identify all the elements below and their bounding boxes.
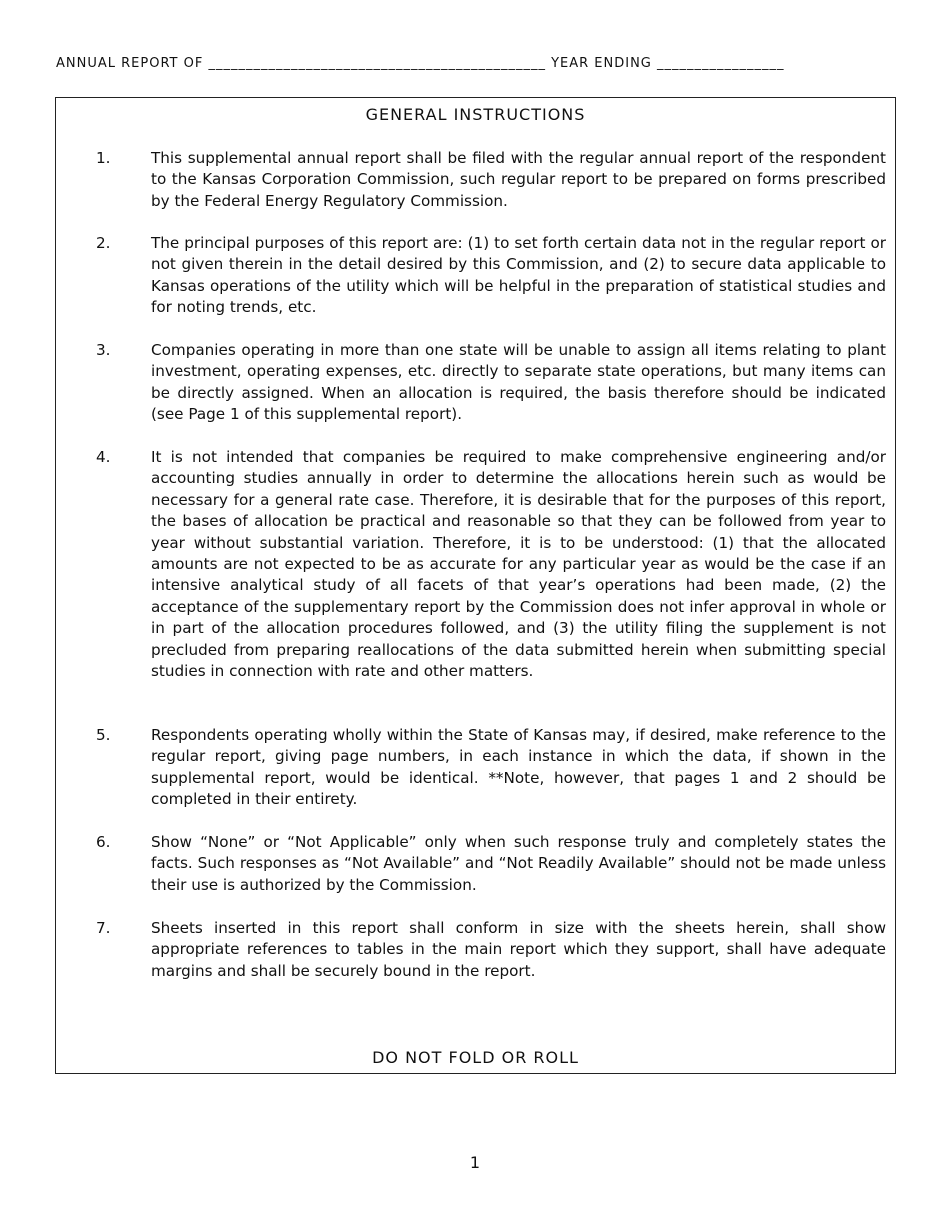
instruction-number: 5.	[96, 726, 111, 744]
instruction-text: This supplemental annual report shall be filed with the regular annual report of the respondent to the Kansas Corporation Commission, such regular report to be prepared on forms prescribed by the Federal Energy Regulatory Commission.	[151, 149, 886, 210]
instruction-number: 2.	[96, 234, 111, 252]
report-header-line: ANNUAL REPORT OF _____________________________________________ YEAR ENDING _________________	[56, 56, 785, 71]
instruction-text: Show “None” or “Not Applicable” only when such response truly and completely states the facts. Such responses as “Not Available” and “Not Readily Available” should not be made unless their use is authorized by the Commission.	[151, 833, 886, 894]
instruction-number: 1.	[96, 149, 111, 167]
instruction-text: Companies operating in more than one state will be unable to assign all items relating to plant investment, operating expenses, etc. directly to separate state operations, but many items can be directly assigned. When an allocation is required, the basis therefore should be indicated (see Page 1 of this supplemental report).	[151, 341, 886, 424]
instruction-number: 7.	[96, 919, 111, 937]
do-not-fold-notice: DO NOT FOLD OR ROLL	[372, 1048, 579, 1067]
instruction-number: 3.	[96, 341, 111, 359]
instruction-number: 4.	[96, 448, 111, 466]
instruction-text: The principal purposes of this report are: (1) to set forth certain data not in the regular report or not given therein in the detail desired by this Commission, and (2) to secure data applicable to Kansas operations of the utility which will be helpful in the preparation of statistical studies and for noting trends, etc.	[151, 234, 886, 317]
instruction-text: It is not intended that companies be required to make comprehensive engineering and/or accounting studies annually in order to determine the allocations herein such as would be necessary for a general rate case. Therefore, it is desirable that for the purposes of this report, the bases of allocation be practical and reasonable so that they can be followed from year to year without substantial variation. Therefore, it is to be understood: (1) that the allocated amounts are not expected to be as accurate for any particular year as would be the case if an intensive analytical study of all facets of that year’s operations had been made, (2) the acceptance of the supplementary report by the Commission does not infer approval in whole or in part of the allocation procedures followed, and (3) the utility filing the supplement is not precluded from preparing reallocations of the data submitted herein when submitting special studies in connection with rate and other matters.	[151, 448, 886, 681]
instruction-text: Sheets inserted in this report shall conform in size with the sheets herein, shall show appropriate references to tables in the main report which they support, shall have adequate margins and shall be securely bound in the report.	[151, 919, 886, 980]
instruction-text: Respondents operating wholly within the State of Kansas may, if desired, make reference to the regular report, giving page numbers, in each instance in which the data, if shown in the supplemental report, would be identical. **Note, however, that pages 1 and 2 should be completed in their entirety.	[151, 726, 886, 809]
general-instructions-box	[55, 97, 896, 1074]
instruction-number: 6.	[96, 833, 111, 851]
section-title: GENERAL INSTRUCTIONS	[365, 105, 586, 124]
page-number: 1	[469, 1153, 481, 1172]
